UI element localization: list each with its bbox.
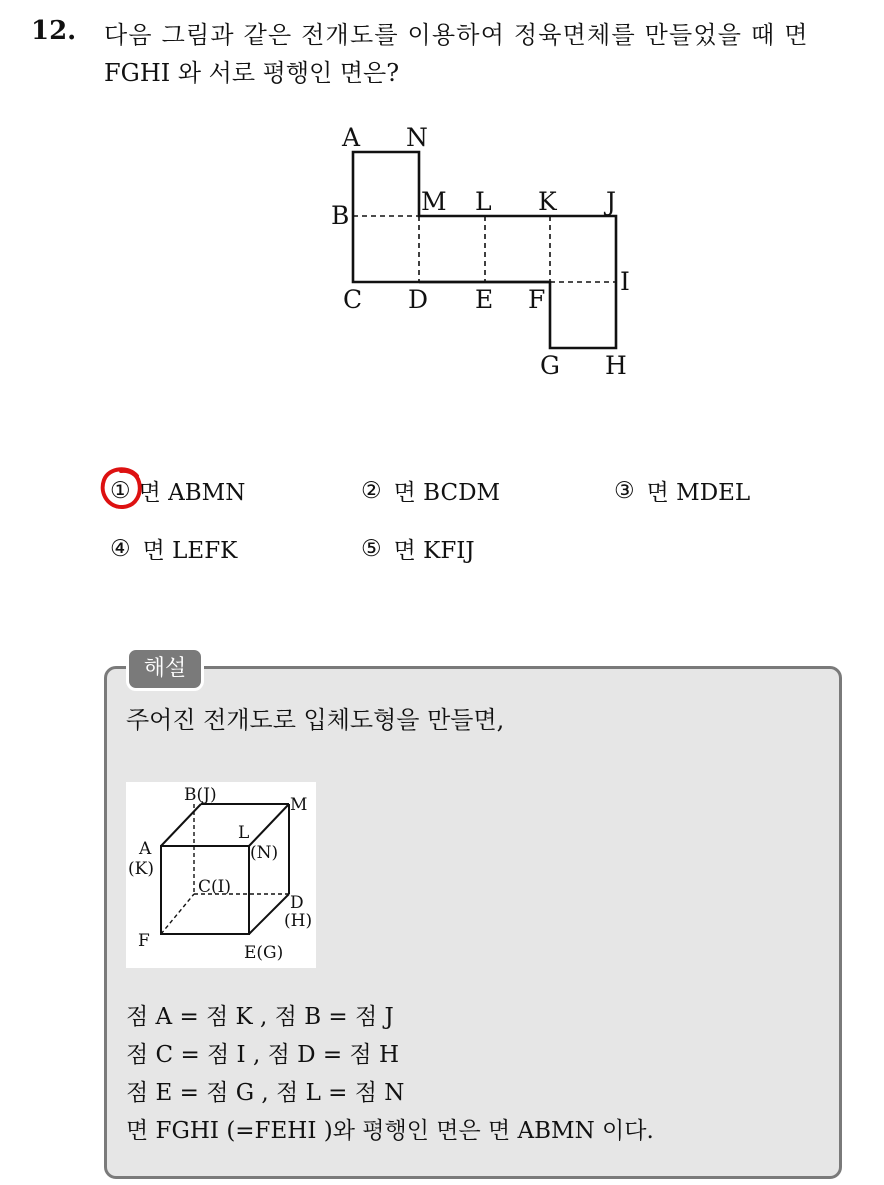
net-label-k: K <box>538 187 557 216</box>
cube-diagram <box>126 782 316 968</box>
net-label-e: E <box>475 285 494 314</box>
cube-label-m: M <box>290 795 308 815</box>
choice-4[interactable] <box>110 532 237 565</box>
choice-4-label: 면 LEFK <box>142 538 238 564</box>
choice-3-label: 면 MDEL <box>646 480 751 506</box>
explanation-line-3: 점 E = 점 G , 점 L = 점 N <box>126 1080 405 1106</box>
choice-2[interactable] <box>361 474 500 507</box>
net-label-a: A <box>342 123 361 152</box>
question-line-2: FGHI 와 서로 평행인 면은? <box>104 59 400 87</box>
cube-label-h: (H) <box>284 911 313 931</box>
cube-label-eg: E(G) <box>244 943 284 963</box>
choice-5-number: ⑤ <box>361 536 382 562</box>
net-label-f: F <box>528 285 546 314</box>
net-label-m: M <box>421 187 447 216</box>
choice-3-number: ③ <box>614 478 635 504</box>
choice-4-number: ④ <box>110 536 131 562</box>
explanation-intro: 주어진 전개도로 입체도형을 만들면, <box>126 706 505 734</box>
choice-1-number: ① <box>110 478 131 504</box>
choice-2-number: ② <box>361 478 382 504</box>
net-label-b: B <box>331 201 350 230</box>
net-label-g: G <box>540 351 560 380</box>
cube-figure <box>126 782 316 968</box>
net-label-h: H <box>605 351 627 380</box>
explanation-line-2: 점 C = 점 I , 점 D = 점 H <box>126 1042 400 1068</box>
net-label-j: J <box>606 187 617 216</box>
answer-circle-mark <box>99 464 145 512</box>
cube-net-diagram <box>320 118 650 383</box>
question-line-1: 다음 그림과 같은 전개도를 이용하여 정육면체를 만들었을 때 면 <box>104 21 809 49</box>
net-label-i: I <box>620 267 630 296</box>
question-number: 12. <box>31 16 77 46</box>
cube-label-n: (N) <box>250 843 279 863</box>
cube-label-a: A <box>139 839 152 859</box>
question-text <box>104 16 864 92</box>
net-label-c: C <box>343 285 363 314</box>
choice-5[interactable] <box>361 532 475 565</box>
explanation-line-1: 점 A = 점 K , 점 B = 점 J <box>126 1004 394 1030</box>
cube-label-k: (K) <box>128 859 154 879</box>
net-label-n: N <box>406 123 428 152</box>
net-label-l: L <box>475 187 492 216</box>
choice-3[interactable] <box>614 474 750 507</box>
choice-1-label: 면 ABMN <box>138 480 246 506</box>
cube-label-f: F <box>138 931 150 951</box>
explanation-tag: 해설 <box>126 647 204 691</box>
cube-label-bj: B(J) <box>184 785 217 805</box>
cube-label-ci: C(I) <box>198 877 231 897</box>
choice-2-label: 면 BCDM <box>393 480 501 506</box>
cube-label-l: L <box>238 823 250 843</box>
net-label-d: D <box>408 285 429 314</box>
explanation-line-4: 면 FGHI (=FEHI )와 평행인 면은 면 ABMN 이다. <box>126 1118 654 1144</box>
choice-5-label: 면 KFIJ <box>393 538 475 564</box>
cube-label-d: D <box>290 893 304 913</box>
